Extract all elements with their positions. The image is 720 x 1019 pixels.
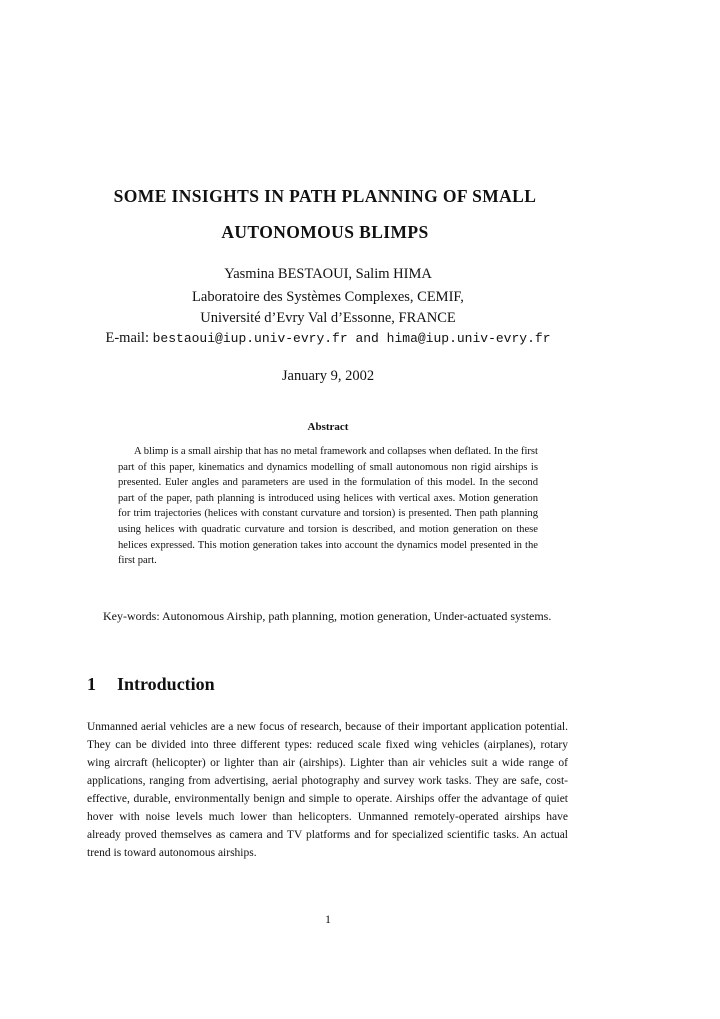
page-number: 1 [325, 912, 331, 926]
authors: Yasmina BESTAOUI, Salim HIMA [224, 266, 432, 282]
affiliation-line-1: Laboratoire des Systèmes Complexes, CEMIF, [192, 289, 464, 305]
section-number: 1 [87, 674, 96, 694]
email-line [0, 330, 656, 347]
section-title: Introduction [117, 674, 215, 694]
affiliation-line-2: Université d’Evry Val d’Essonne, FRANCE [200, 310, 456, 326]
abstract-text: A blimp is a small airship that has no metal framework and collapses when deflated. In the first part of this paper, kinematics and dynamics modelling of small autonomous non rigid airships is presented. Euler angles and parameters are used in the formulation of this model. In the second part of the paper, path planning is introduced using helices with vertical axes. Motion generation for trim trajectories (helices with constant curvature and torsion) is presented. Then path planning using helices with quadratic curvature and torsion is described, and motion generation on these helices expressed. This motion generation takes into account the dynamics model presented in the first part. [118, 446, 538, 567]
paper-title [60, 178, 590, 250]
introduction-paragraph: Unmanned aerial vehicles are a new focus of research, because of their important application potential. They can be divided into three different types: reduced scale fixed wing vehicles (airplanes), rotary wing aircraft (helicopter) or lighter than air (airships). Lighter than air vehicles suit a wide range of applications, ranging from advertising, aerial photography and survey work tasks. They are safe, cost-effective, durable, environmentally benign and simple to operate. Airships offer the advantage of quiet hover with noise levels much lower than helicopters. Unmanned remotely-operated airships have already proved themselves as camera and TV platforms and for specialized scientific tasks. An actual trend is toward autonomous airships. [87, 721, 568, 859]
title-line-2: AUTONOMOUS BLIMPS [221, 222, 429, 242]
section-heading-introduction [87, 674, 215, 695]
title-line-1: SOME INSIGHTS IN PATH PLANNING OF SMALL [113, 186, 537, 206]
abstract-heading: Abstract [307, 421, 349, 433]
paper-date: January 9, 2002 [281, 368, 375, 384]
keywords: Key-words: Autonomous Airship, path planning, motion generation, Under-actuated systems. [103, 609, 552, 623]
email-addresses: bestaoui@iup.univ-evry.fr and hima@iup.univ-evry.fr [152, 331, 551, 346]
email-label: E-mail: [105, 330, 153, 346]
